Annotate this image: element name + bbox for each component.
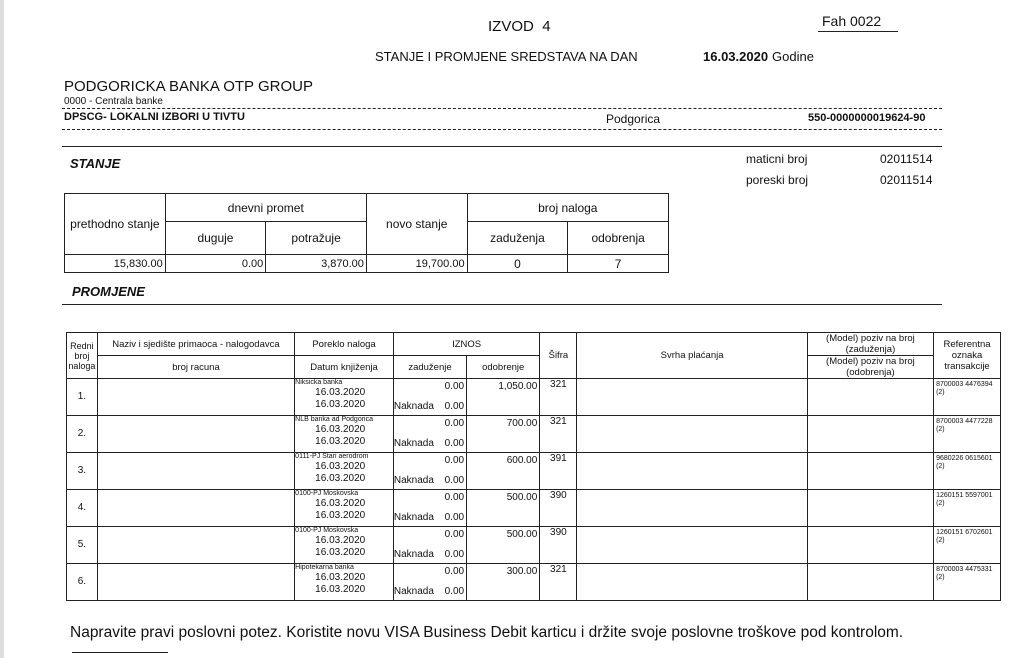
row-poreklo-cell	[295, 527, 394, 564]
row-model-redacted	[807, 490, 933, 527]
fah-underline	[818, 31, 898, 32]
summary-table	[64, 193, 669, 273]
izvod-title: IZVOD 4	[488, 18, 551, 35]
row-zaduzenje-cell	[393, 564, 466, 601]
stanje-line: STANJE I PROMJENE SREDSTAVA NA DAN	[375, 49, 638, 64]
row-zaduzenje-cell	[393, 527, 466, 564]
row-date-2: 16.03.2020	[315, 510, 366, 521]
row-zaduzenje: 0.00	[444, 492, 465, 503]
val-potrazuje: 3,870.00	[266, 255, 367, 273]
row-date-2: 16.03.2020	[315, 547, 366, 558]
row-number: 4.	[67, 490, 98, 527]
row-naknada-label: Naknada	[393, 475, 434, 486]
row-odobrenje-cell	[467, 379, 540, 416]
row-ref-cell	[934, 490, 1001, 527]
row-naziv-redacted	[97, 490, 294, 527]
row-sifra: 390	[540, 527, 577, 564]
row-svrha-redacted	[577, 453, 807, 490]
row-ref-cell	[934, 453, 1001, 490]
account-number: 550-0000000019624-90	[808, 112, 926, 124]
col-duguje: duguje	[165, 222, 266, 255]
row-zaduzenje-cell	[393, 416, 466, 453]
row-model-redacted	[807, 379, 933, 416]
row-odobrenje-cell	[467, 490, 540, 527]
row-naknada-label: Naknada	[393, 512, 434, 523]
val-zaduzenja: 0	[467, 255, 568, 273]
row-odobrenje: 1,050.00	[498, 381, 538, 392]
row-odobrenje: 300.00	[506, 566, 538, 577]
row-naziv-redacted	[97, 564, 294, 601]
row-odobrenje: 500.00	[506, 492, 538, 503]
row-number: 6.	[67, 564, 98, 601]
row-poreklo: Niksicka banka	[295, 379, 343, 386]
th-datum: Datum knjiženja	[295, 356, 394, 379]
th-redni: Redni broj naloga	[67, 333, 98, 379]
row-zaduzenje-cell	[393, 453, 466, 490]
row-naziv-redacted	[97, 379, 294, 416]
row-naknada-value: 0.00	[444, 401, 465, 412]
row-ref: 1260151 5597001 (2)	[936, 492, 993, 507]
table-row	[67, 527, 1001, 564]
divider-promjene	[62, 304, 942, 305]
th-iznos: IZNOS	[393, 333, 539, 356]
table-row	[67, 416, 1001, 453]
row-sifra: 391	[540, 453, 577, 490]
transactions-table	[66, 332, 1001, 601]
row-ref: 9680226 0615601 (2)	[936, 455, 993, 470]
row-sifra: 321	[540, 564, 577, 601]
row-model-redacted	[807, 564, 933, 601]
row-number: 1.	[67, 379, 98, 416]
row-naknada-value: 0.00	[444, 512, 465, 523]
account-holder: DPSCG- LOKALNI IZBORI U TIVTU	[64, 111, 245, 123]
divider-top	[62, 108, 942, 109]
section-promjene: PROMJENE	[72, 284, 145, 299]
val-odobrenja: 7	[568, 255, 669, 273]
row-poreklo: 0111-PJ Stari aerodrom	[295, 453, 369, 460]
row-poreklo-cell	[295, 416, 394, 453]
val-novo: 19,700.00	[366, 255, 467, 273]
row-date-2: 16.03.2020	[315, 584, 366, 595]
row-naknada-label: Naknada	[393, 401, 434, 412]
statement-date: 16.03.2020	[703, 49, 769, 64]
footer-rule	[72, 652, 168, 653]
col-zaduzenja: zaduženja	[467, 222, 568, 255]
row-ref: 1260151 6702601 (2)	[936, 529, 993, 544]
col-prethodno: prethodno stanje	[65, 194, 166, 255]
row-odobrenje: 500.00	[506, 529, 538, 540]
th-model-zaduzenja: (Model) poziv na broj (zaduženja)	[807, 333, 933, 356]
row-date-1: 16.03.2020	[315, 498, 366, 509]
table-row	[67, 490, 1001, 527]
row-poreklo: 0100-PJ Moskovska	[295, 527, 359, 534]
row-naknada-value: 0.00	[444, 549, 465, 560]
row-date-2: 16.03.2020	[315, 436, 366, 447]
col-dnevni-promet: dnevni promet	[165, 194, 366, 222]
row-sifra: 390	[540, 490, 577, 527]
th-zaduzenje: zaduženje	[393, 356, 466, 379]
row-poreklo: NLB banka ad Podgorica	[295, 416, 374, 423]
divider-account	[62, 129, 942, 130]
row-number: 3.	[67, 453, 98, 490]
maticni-value: 02011514	[880, 152, 933, 166]
row-svrha-redacted	[577, 490, 807, 527]
row-zaduzenje: 0.00	[444, 418, 465, 429]
row-svrha-redacted	[577, 379, 807, 416]
row-ref-cell	[934, 564, 1001, 601]
th-odobrenje: odobrenje	[467, 356, 540, 379]
row-zaduzenje: 0.00	[444, 455, 465, 466]
row-naziv-redacted	[97, 527, 294, 564]
row-odobrenje-cell	[467, 453, 540, 490]
row-zaduzenje-cell	[393, 490, 466, 527]
row-ref: 8700003 4475331 (2)	[936, 566, 993, 581]
row-sifra: 321	[540, 379, 577, 416]
row-ref: 8700003 4476394 (2)	[936, 381, 993, 396]
th-model-odobrenja: (Model) poziv na broj (odobrenja)	[807, 356, 933, 379]
row-sifra: 321	[540, 416, 577, 453]
promo-text: Napravite pravi poslovni potez. Koristite novu VISA Business Debit karticu i držite svoje poslovne troškove pod kontrolom.	[70, 624, 904, 641]
row-model-redacted	[807, 416, 933, 453]
row-poreklo-cell	[295, 379, 394, 416]
maticni-label: maticni broj	[746, 152, 808, 166]
th-referentna: Referentna oznaka transakcije	[934, 333, 1001, 379]
row-zaduzenje: 0.00	[444, 529, 465, 540]
row-zaduzenje-cell	[393, 379, 466, 416]
th-naziv: Naziv i sjedište primaoca - nalogodavca	[97, 333, 294, 356]
city: Podgorica	[606, 112, 661, 126]
val-prethodno: 15,830.00	[65, 255, 166, 273]
col-potrazuje: potražuje	[266, 222, 367, 255]
row-naknada-label: Naknada	[393, 549, 434, 560]
row-poreklo-cell	[295, 564, 394, 601]
row-model-redacted	[807, 527, 933, 564]
row-naziv-redacted	[97, 416, 294, 453]
row-ref-cell	[934, 416, 1001, 453]
row-date-1: 16.03.2020	[315, 387, 366, 398]
table-row	[67, 453, 1001, 490]
row-poreklo-cell	[295, 453, 394, 490]
row-date-1: 16.03.2020	[315, 535, 366, 546]
godine-label: Godine	[772, 49, 814, 64]
row-date-2: 16.03.2020	[315, 473, 366, 484]
row-svrha-redacted	[577, 416, 807, 453]
row-poreklo: 0100-PJ Moskovska	[295, 490, 359, 497]
col-novo-stanje: novo stanje	[366, 194, 467, 255]
row-number: 2.	[67, 416, 98, 453]
th-broj-racuna: broj racuna	[97, 356, 294, 379]
row-poreklo: Hipotekarna banka	[295, 564, 354, 571]
poreski-label: poreski broj	[746, 173, 809, 187]
row-odobrenje-cell	[467, 564, 540, 601]
row-svrha-redacted	[577, 527, 807, 564]
row-ref: 8700003 4477228 (2)	[936, 418, 993, 433]
row-date-1: 16.03.2020	[315, 572, 366, 583]
poreski-value: 02011514	[880, 173, 933, 187]
row-poreklo-cell	[295, 490, 394, 527]
row-date-1: 16.03.2020	[315, 461, 366, 472]
table-row	[67, 379, 1001, 416]
row-zaduzenje: 0.00	[444, 566, 465, 577]
row-odobrenje-cell	[467, 416, 540, 453]
row-svrha-redacted	[577, 564, 807, 601]
th-svrha: Svrha plaćanja	[577, 333, 807, 379]
bank-name: PODGORICKA BANKA OTP GROUP	[64, 78, 313, 95]
section-stanje: STANJE	[70, 156, 121, 171]
col-broj-naloga: broj naloga	[467, 194, 668, 222]
row-naknada-label: Naknada	[393, 438, 434, 449]
row-naknada-label: Naknada	[393, 586, 434, 597]
row-naknada-value: 0.00	[444, 438, 465, 449]
row-number: 5.	[67, 527, 98, 564]
row-model-redacted	[807, 453, 933, 490]
th-sifra: Šifra	[540, 333, 577, 379]
row-naknada-value: 0.00	[444, 475, 465, 486]
row-ref-cell	[934, 379, 1001, 416]
row-naziv-redacted	[97, 453, 294, 490]
row-odobrenje: 700.00	[506, 418, 538, 429]
row-zaduzenje: 0.00	[444, 381, 465, 392]
th-poreklo: Poreklo naloga	[295, 333, 394, 356]
scan-edge	[0, 0, 4, 658]
val-duguje: 0.00	[165, 255, 266, 273]
row-ref-cell	[934, 527, 1001, 564]
row-odobrenje: 600.00	[506, 455, 538, 466]
table-row	[67, 564, 1001, 601]
fah-number: Fah 0022	[822, 13, 882, 29]
divider-section	[62, 146, 942, 147]
row-date-1: 16.03.2020	[315, 424, 366, 435]
row-date-2: 16.03.2020	[315, 399, 366, 410]
row-odobrenje-cell	[467, 527, 540, 564]
row-naknada-value: 0.00	[444, 586, 465, 597]
bank-branch: 0000 - Centrala banke	[64, 96, 163, 107]
col-odobrenja: odobrenja	[568, 222, 669, 255]
